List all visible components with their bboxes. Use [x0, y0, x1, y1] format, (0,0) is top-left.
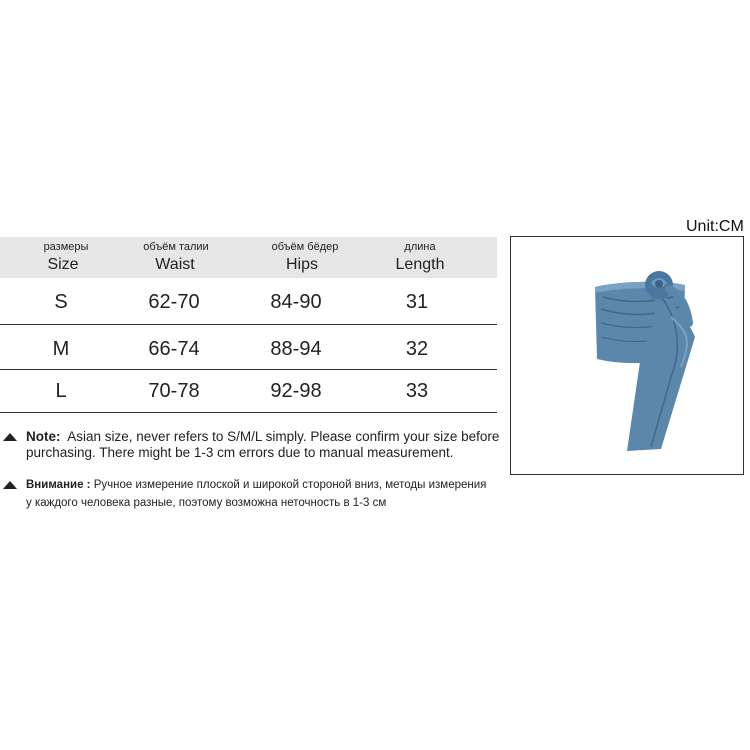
- cell-size: L: [55, 380, 67, 402]
- row-divider: [0, 324, 497, 325]
- header-length-ru: длина: [404, 241, 436, 253]
- note-english: [26, 429, 499, 461]
- note-label: Note:: [26, 429, 61, 444]
- header-size-ru: размеры: [43, 241, 89, 253]
- header-waist-en: Waist: [155, 256, 195, 273]
- warning-triangle-icon: [3, 481, 17, 489]
- cell-waist: 70-78: [148, 380, 200, 402]
- header-length-en: Length: [395, 256, 445, 273]
- header-size-en: Size: [47, 256, 79, 273]
- cell-waist: 62-70: [148, 291, 200, 313]
- warning-triangle-icon: [3, 433, 17, 441]
- row-divider: [0, 369, 497, 370]
- product-photo: [510, 236, 744, 475]
- note-russian: [26, 476, 486, 512]
- cell-waist: 66-74: [148, 338, 200, 360]
- cell-size: M: [52, 338, 70, 360]
- header-waist-ru: объём талии: [143, 241, 209, 253]
- cell-length: 33: [405, 380, 429, 402]
- cell-hips: 84-90: [270, 291, 322, 313]
- header-hips-en: Hips: [285, 256, 318, 273]
- cell-length: 32: [405, 338, 429, 360]
- cell-size: S: [54, 291, 68, 313]
- cell-length: 31: [405, 291, 429, 313]
- cell-hips: 88-94: [270, 338, 322, 360]
- note-ru-line-1: Ручное измерение плоской и широкой стороной вниз, методы измерения: [93, 479, 487, 491]
- skirt-illustration: [511, 237, 743, 474]
- row-divider: [0, 412, 497, 413]
- note-line-2: purchasing. There might be 1-3 cm errors due to manual measurement.: [26, 445, 454, 460]
- note-line-1: Asian size, never refers to S/M/L simply. Please confirm your size before: [67, 429, 500, 444]
- unit-label: Unit:CM: [686, 218, 744, 235]
- note-ru-label: Внимание :: [26, 479, 91, 491]
- rose-center: [655, 280, 663, 288]
- header-hips-ru: объём бёдер: [271, 241, 339, 253]
- note-ru-line-2: у каждого человека разные, поэтому возможна неточность в 1-3 см: [26, 497, 387, 509]
- cell-hips: 92-98: [270, 380, 322, 402]
